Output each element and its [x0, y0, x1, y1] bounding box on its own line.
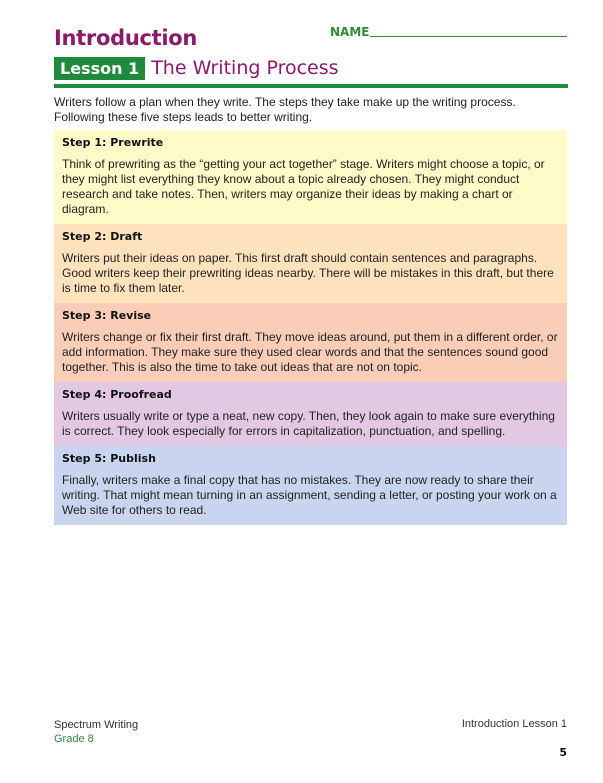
- footer-left: [54, 718, 138, 746]
- step-text: Writers usually write or type a neat, new copy. Then, they look again to make sure everything is correct. They look especially for errors in capitalization, punctuation, and spelling.: [62, 409, 555, 438]
- step-heading: Step 1: Prewrite: [62, 136, 164, 149]
- step-publish: [54, 446, 567, 525]
- step-text: Writers change or fix their first draft. They move ideas around, put them in a different order, or add information. They make sure they used clear words and that the sentences sound good together. This is also the time to take out ideas that are not on topic.: [62, 330, 558, 374]
- page-title: Introduction: [54, 26, 198, 50]
- steps-list: [54, 130, 567, 525]
- step-heading: Step 2: Draft: [62, 230, 143, 243]
- step-heading: Step 4: Proofread: [62, 388, 172, 401]
- name-line[interactable]: [370, 36, 567, 37]
- header-divider: [54, 84, 568, 88]
- footer-grade: Grade 8: [54, 733, 94, 745]
- lesson-title: The Writing Process: [151, 56, 339, 79]
- step-text: Writers put their ideas on paper. This first draft should contain sentences and paragraphs. Good writers keep their prewriting ideas nearby. There will be mistakes in this draft, but there is time to fix them later.: [62, 251, 554, 295]
- footer-section: Introduction Lesson 1: [461, 718, 567, 730]
- lesson-header: [54, 56, 339, 80]
- step-text: Think of prewriting as the “getting your act together” stage. Writers might choose a topic, or they might list everything they know about a topic already chosen. They might conduct research and take notes. Then, writers may organize their ideas by making a chart or diagram.: [62, 157, 545, 216]
- step-heading: Step 5: Publish: [62, 452, 156, 465]
- intro-paragraph: Writers follow a plan when they write. The steps they take make up the writing process. Following these five steps leads to better writing.: [54, 95, 516, 124]
- name-label: NAME: [330, 25, 370, 39]
- step-revise: [54, 303, 567, 382]
- footer-publisher: Spectrum Writing: [54, 719, 139, 731]
- step-text: Finally, writers make a final copy that has no mistakes. They are now ready to share their writing. That might mean turning in an assignment, sending a letter, or posting your work on a Web site for others to read.: [62, 473, 557, 517]
- step-draft: [54, 224, 567, 303]
- step-heading: Step 3: Revise: [62, 309, 152, 322]
- lesson-badge: Lesson 1: [54, 57, 145, 80]
- step-proofread: [54, 382, 567, 446]
- step-prewrite: [54, 130, 567, 224]
- page-number: 5: [559, 746, 567, 759]
